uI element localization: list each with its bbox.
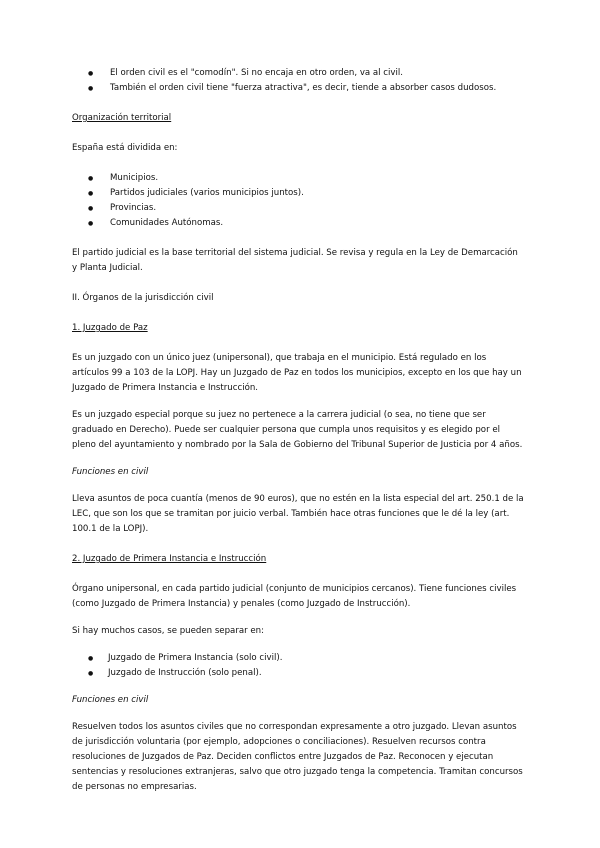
primera-heading: 2. Juzgado de Primera Instancia e Instrucción [72, 554, 267, 564]
list-item: ● Juzgado de Instrucción (solo penal). [72, 666, 524, 681]
org-list [72, 171, 524, 231]
primera-functions-heading: Funciones en civil [72, 695, 149, 705]
paz-paragraph-1: Es un juzgado con un único juez (unipersonal), que trabaja en el municipio. Está regulado en los artículos 99 a 103 de la LOPJ. Hay un Juzgado de Paz en todos los municipios, excepto en los que hay un Juzgado de Primera Instancia e Instrucción. [72, 353, 522, 393]
paz-paragraph-2: Es un juzgado especial porque su juez no pertenece a la carrera judicial (o sea, no tiene que ser graduado en Derecho). Puede ser cualquier persona que cumpla unos requisitos y es elegido por el pleno del ayuntamiento y nombrado por la Sala de Gobierno del Tribunal Superior de Justicia por 4 años. [72, 410, 523, 450]
org-note: El partido judicial es la base territorial del sistema judicial. Se revisa y regula en la Ley de Demarcación y Planta Judicial. [72, 248, 518, 273]
primera-paragraph-2: Si hay muchos casos, se pueden separar en: [72, 626, 265, 636]
section-title: II. Órganos de la jurisdicción civil [72, 293, 214, 303]
org-heading: Organización territorial [72, 113, 172, 123]
paz-functions-heading: Funciones en civil [72, 467, 149, 477]
paz-functions-text: Lleva asuntos de poca cuantía (menos de 90 euros), que no estén en la lista especial del art. 250.1 de la LEC, que son los que se tramitan por juicio verbal. También hace otras funciones que le dé la ley (art. 100.1 de la LOPJ). [72, 494, 524, 534]
paz-heading: 1. Juzgado de Paz [72, 323, 148, 333]
list-item: ● Comunidades Autónomas. [72, 216, 524, 231]
top-bullet-list [72, 66, 524, 96]
list-item: ● Provincias. [72, 201, 524, 216]
list-item: ● Municipios. [72, 171, 524, 186]
list-item: ● El orden civil es el "comodín". Si no encaja en otro orden, va al civil. [72, 66, 524, 81]
primera-paragraph-1: Órgano unipersonal, en cada partido judicial (conjunto de municipios cercanos). Tiene funciones civiles (como Juzgado de Primera Instancia) y penales (como Juzgado de Instrucción). [72, 584, 517, 609]
list-item: ● Partidos judiciales (varios municipios juntos). [72, 186, 524, 201]
org-intro: España está dividida en: [72, 143, 178, 153]
list-item: ● También el orden civil tiene "fuerza atractiva", es decir, tiende a absorber casos dudosos. [72, 81, 524, 96]
primera-list [72, 651, 524, 681]
list-item: ● Juzgado de Primera Instancia (solo civil). [72, 651, 524, 666]
primera-functions-text: Resuelven todos los asuntos civiles que no correspondan expresamente a otro juzgado. Llevan asuntos de jurisdicción voluntaria (por ejemplo, adopciones o conciliaciones). Resuelven recursos contra resoluciones de Juzgados de Paz. Deciden conflictos entre Juzgados de Paz. Reconocen y ejecutan sentencias y resoluciones extranjeras, salvo que otro juzgado tenga la competencia. Tramitan concursos de personas no empresarias. [72, 722, 523, 792]
